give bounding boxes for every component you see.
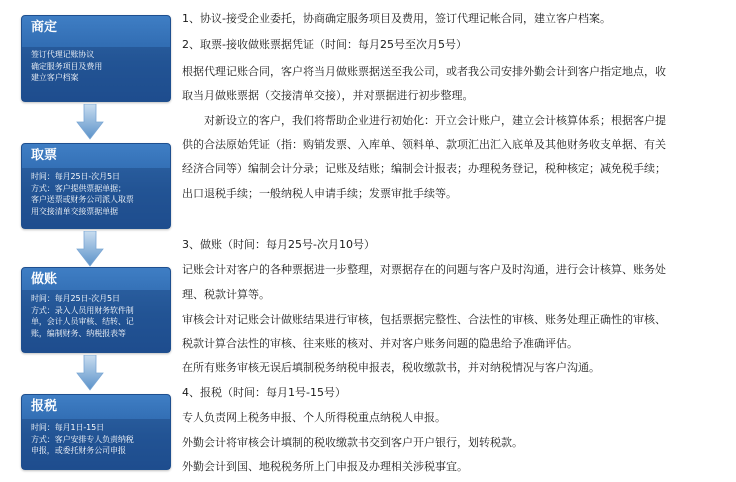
step-title: 商定 [31, 20, 58, 35]
paragraph-line: 专人负责网上税务申报、个人所得税重点纳税人申报。 [182, 411, 446, 424]
paragraph-line: 取当月做账票据（交接清单交接），并对票据进行初步整理。 [182, 89, 474, 102]
step-line: 签订代理记账协议 [31, 50, 95, 59]
step-line: 方式：客户安排专人负责纳税 [31, 434, 134, 444]
process-flow [0, 0, 172, 482]
step-title: 报税 [31, 399, 58, 414]
step-body [31, 171, 167, 217]
paragraph-line: 外勤会计将审核会计填制的税收缴款书交到客户开户银行，划转税款。 [182, 436, 523, 449]
step-line: 申报，或委托财务公司申报 [31, 446, 126, 456]
step-title: 做账 [31, 272, 58, 287]
arrow-down-icon [76, 355, 104, 391]
step-3-heading: 3、做账（时间：每月25号-次月10号） [182, 238, 375, 251]
paragraph-line: 出口退税手续；一般纳税人申请手续；发票审批手续等。 [182, 187, 457, 200]
step-2-heading: 2、取票-接收做账票据凭证（时间：每月25号至次月5号） [182, 38, 467, 51]
step-line: 客户送票或财务公司派人取票 [31, 195, 134, 205]
paragraph-line: 根据代理记账合同，客户将当月做账票据送至我公司，或者我公司安排外勤会计到客户指定地点，收 [182, 65, 666, 78]
step-line: 时间：每月25日-次月5日 [31, 172, 120, 181]
step-line: 方式：客户提供票据单据； [31, 183, 126, 193]
paragraph-line: 审核会计对记账会计做账结果进行审核，包括票据完整性、合法性的审核、账务处理正确性的审核、 [182, 313, 666, 326]
paragraph-line: 税款计算合法性的审核、往来账的核对、并对客户账务问题的隐患给予准确评估。 [182, 337, 578, 350]
process-description [182, 0, 730, 482]
step-line: 用交接清单交接票据单据 [31, 206, 118, 216]
paragraph-line: 对新设立的客户，我们将帮助企业进行初始化：开立会计账户，建立会计核算体系；根据客户提 [204, 114, 666, 127]
step-4-heading: 4、报税（时间：每月1号-15号） [182, 386, 346, 399]
step-card-collect-receipts [21, 143, 171, 229]
step-card-tax-filing [21, 394, 171, 470]
step-card-negotiate [21, 15, 171, 102]
arrow-down-icon [76, 104, 104, 140]
paragraph-line: 外勤会计到国、地税税务所上门申报及办理相关涉税事宜。 [182, 460, 468, 473]
arrow-down-icon [76, 231, 104, 267]
step-body [31, 293, 167, 339]
step-body [31, 49, 167, 84]
step-1-heading: 1、协议-接受企业委托，协商确定服务项目及费用，签订代理记帐合同，建立客户档案。 [182, 12, 611, 25]
step-line: 建立客户档案 [31, 73, 79, 83]
paragraph-line: 理、税款计算等。 [182, 288, 270, 301]
step-line: 单，会计人员审核、结转、记 [31, 317, 134, 327]
step-card-bookkeeping [21, 267, 171, 353]
step-line: 时间：每月1日-15日 [31, 423, 105, 432]
paragraph-line: 记账会计对客户的各种票据进一步整理，对票据存在的问题与客户及时沟通，进行会计核算、账务处 [182, 263, 666, 276]
step-line: 时间：每月25日-次月5日 [31, 294, 120, 303]
step-line: 确定服务项目及费用 [31, 61, 103, 71]
step-line: 方式：录入人员用财务软件制 [31, 305, 134, 315]
step-title: 取票 [31, 148, 58, 163]
paragraph-line: 经济合同等）编制会计分录；记账及结账；编制会计报表；办理税务登记，税种核定；减免税手续； [182, 162, 666, 175]
paragraph-line: 供的合法原始凭证（指：购销发票、入库单、领料单、款项汇出汇入底单及其他财务收支单据、有关 [182, 138, 666, 151]
paragraph-line: 在所有账务审核无误后填制税务纳税申报表，税收缴款书，并对纳税情况与客户沟通。 [182, 361, 600, 374]
step-line: 账，编制财务、纳税报表等 [31, 328, 126, 338]
step-body [31, 422, 167, 457]
